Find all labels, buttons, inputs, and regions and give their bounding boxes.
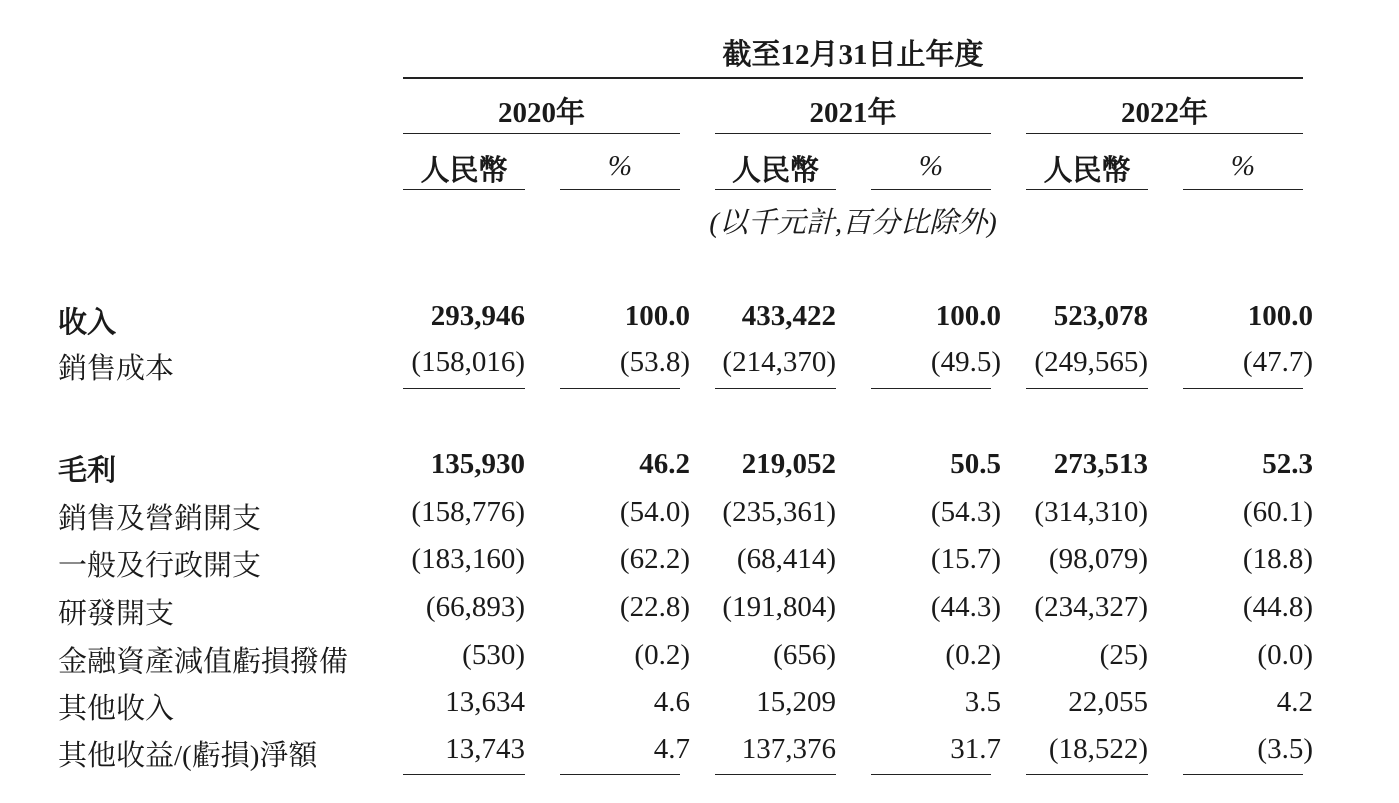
percent-header-2020: % [607,150,633,182]
cell-2020-pct: 100.0 [624,300,690,332]
cell-2020-rmb: 293,946 [430,300,525,332]
cell-2022-rmb: (98,079) [1048,543,1148,575]
row-label: 毛利 [58,455,117,487]
period-rule [403,77,1303,79]
row-label: 其他收益/(虧損)淨額 [58,740,318,772]
bottom-rule-1 [403,774,525,775]
subtotal-rule-1 [403,388,525,389]
cell-2022-pct: (0.0) [1257,639,1313,671]
sub-rule-6 [1183,189,1303,190]
bottom-rule-6 [1183,774,1303,775]
sub-rule-1 [403,189,525,190]
cell-2021-rmb: 433,422 [741,300,836,332]
bottom-rule-3 [715,774,836,775]
bottom-rule-4 [871,774,991,775]
cell-2021-pct: (0.2) [945,639,1001,671]
cell-2021-rmb: 15,209 [756,686,836,718]
row-label: 其他收入 [58,693,175,725]
cell-2022-pct: (44.8) [1242,591,1313,623]
cell-2022-pct: (60.1) [1242,496,1313,528]
cell-2022-pct: 100.0 [1247,300,1313,332]
cell-2020-rmb: (158,016) [411,346,525,378]
currency-header-2021: 人民幣 [731,155,819,187]
sub-rule-3 [715,189,836,190]
row-label: 金融資產減值虧損撥備 [58,646,349,678]
currency-header-2020: 人民幣 [420,155,508,187]
year-header-2021: 2021年 [809,97,897,129]
subtotal-rule-6 [1183,388,1303,389]
cell-2020-pct: 4.6 [653,686,690,718]
cell-2021-rmb: (191,804) [722,591,836,623]
cell-2021-pct: (49.5) [930,346,1001,378]
cell-2021-pct: 100.0 [935,300,1001,332]
cell-2020-pct: 46.2 [639,448,690,480]
cell-2020-rmb: (158,776) [411,496,525,528]
cell-2021-rmb: (214,370) [722,346,836,378]
cell-2021-rmb: (235,361) [722,496,836,528]
cell-2022-rmb: 273,513 [1053,448,1148,480]
cell-2022-pct: (47.7) [1242,346,1313,378]
cell-2020-pct: (54.0) [619,496,690,528]
cell-2022-pct: (3.5) [1257,733,1313,765]
cell-2022-rmb: (314,310) [1034,496,1148,528]
cell-2020-rmb: 135,930 [430,448,525,480]
year-header-2022: 2022年 [1120,97,1208,129]
cell-2020-pct: 4.7 [653,733,690,765]
percent-header-2022: % [1230,150,1256,182]
year-rule-2022 [1026,133,1303,134]
cell-2021-rmb: (656) [773,639,836,671]
period-caption: 截至12月31日止年度 [722,39,984,71]
row-label: 一般及行政開支 [58,550,262,582]
cell-2021-pct: (54.3) [930,496,1001,528]
cell-2020-rmb: (183,160) [411,543,525,575]
cell-2021-pct: (15.7) [930,543,1001,575]
cell-2020-pct: (0.2) [634,639,690,671]
cell-2021-rmb: 137,376 [741,733,836,765]
cell-2021-pct: 50.5 [950,448,1001,480]
sub-rule-5 [1026,189,1148,190]
cell-2021-pct: (44.3) [930,591,1001,623]
cell-2022-pct: 52.3 [1262,448,1313,480]
subtotal-rule-3 [715,388,836,389]
bottom-rule-2 [560,774,680,775]
cell-2022-rmb: (18,522) [1048,733,1148,765]
year-rule-2020 [403,133,680,134]
year-rule-2021 [715,133,991,134]
cell-2022-pct: 4.2 [1276,686,1313,718]
cell-2021-pct: 3.5 [964,686,1001,718]
unit-note: (以千元計,百分比除外) [709,207,997,239]
row-label: 銷售成本 [58,353,175,385]
cell-2022-rmb: (234,327) [1034,591,1148,623]
row-label: 銷售及營銷開支 [58,503,262,535]
cell-2022-pct: (18.8) [1242,543,1313,575]
cell-2020-rmb: 13,743 [445,733,525,765]
cell-2021-rmb: (68,414) [736,543,836,575]
cell-2020-rmb: (530) [462,639,525,671]
cell-2020-pct: (53.8) [619,346,690,378]
row-label: 收入 [58,307,117,339]
cell-2020-pct: (22.8) [619,591,690,623]
cell-2022-rmb: 523,078 [1053,300,1148,332]
subtotal-rule-4 [871,388,991,389]
cell-2020-rmb: 13,634 [445,686,525,718]
cell-2021-pct: 31.7 [950,733,1001,765]
row-label: 研發開支 [58,598,175,630]
cell-2022-rmb: (25) [1099,639,1148,671]
subtotal-rule-5 [1026,388,1148,389]
sub-rule-2 [560,189,680,190]
cell-2020-pct: (62.2) [619,543,690,575]
cell-2021-rmb: 219,052 [741,448,836,480]
cell-2022-rmb: (249,565) [1034,346,1148,378]
percent-header-2021: % [918,150,944,182]
year-header-2020: 2020年 [497,97,585,129]
subtotal-rule-2 [560,388,680,389]
bottom-rule-5 [1026,774,1148,775]
currency-header-2022: 人民幣 [1043,155,1131,187]
cell-2022-rmb: 22,055 [1068,686,1148,718]
sub-rule-4 [871,189,991,190]
cell-2020-rmb: (66,893) [425,591,525,623]
